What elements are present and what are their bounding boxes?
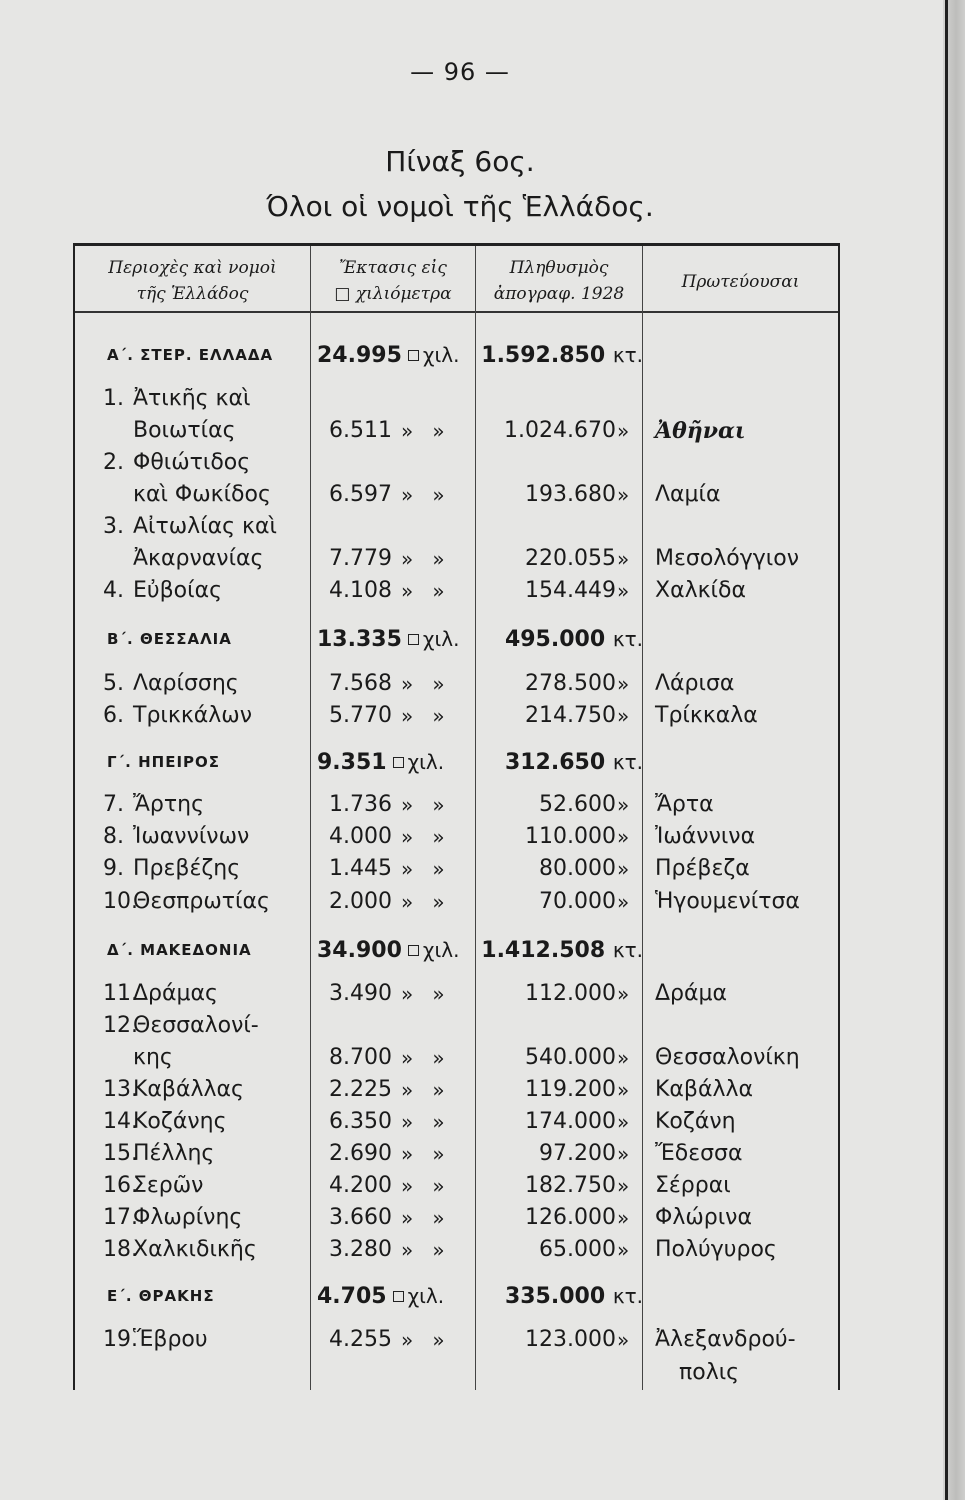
prefecture-population: 540.000 [525, 1045, 616, 1070]
prefecture-population: 80.000 [539, 856, 616, 881]
ditto-mark: » [617, 547, 630, 571]
ditto-marks: » » [401, 579, 445, 603]
prefecture-area: 7.779 [329, 546, 392, 571]
prefecture-name: Αἰτωλίας καὶ [133, 514, 277, 539]
region-row [75, 339, 838, 371]
prefecture-capital: Ἰωάννινα [655, 824, 756, 849]
region-area: 9.351 χιλ. [317, 750, 445, 775]
ditto-mark: » [617, 1328, 630, 1352]
prefecture-capital: Πολύγυρος [655, 1237, 777, 1262]
table-row [75, 886, 838, 918]
ditto-mark: » [617, 857, 630, 881]
prefecture-name: Δράμας [133, 981, 218, 1006]
ditto-mark: » [617, 419, 630, 443]
ditto-marks: » » [401, 672, 445, 696]
table-row [75, 575, 838, 607]
header-area-line2: □ χιλιόμετρα [334, 284, 452, 304]
prefecture-area: 6.350 [329, 1109, 392, 1134]
prefecture-name: Λαρίσσης [133, 671, 239, 696]
prefecture-name: Ἰωαννίνων [133, 824, 250, 849]
table-row [75, 1042, 838, 1074]
table-row [75, 821, 838, 853]
ditto-mark: » [617, 1238, 630, 1262]
prefecture-area: 2.225 [329, 1077, 392, 1102]
prefecture-name: Πέλλης [133, 1141, 215, 1166]
prefecture-name: Ἀτικῆς καὶ [133, 386, 251, 411]
prefecture-number: 15. [103, 1141, 138, 1166]
prefecture-number: 4. [103, 578, 124, 603]
prefecture-name: Ἕβρου [133, 1327, 208, 1352]
prefecture-population: 123.000 [525, 1327, 616, 1352]
prefectures-table [73, 243, 840, 1390]
prefecture-number: 1. [103, 386, 124, 411]
region-area: 24.995 χιλ. [317, 343, 460, 368]
prefecture-population: 110.000 [525, 824, 616, 849]
page-number: — 96 — [410, 58, 510, 86]
prefecture-area: 6.597 [329, 482, 392, 507]
prefecture-number: 12. [103, 1013, 138, 1038]
region-area: 13.335 χιλ. [317, 627, 460, 652]
prefecture-area: 2.000 [329, 889, 392, 914]
prefecture-name: Καβάλλας [133, 1077, 244, 1102]
table-row [75, 853, 838, 885]
prefecture-number: 17. [103, 1205, 138, 1230]
prefecture-number: 6. [103, 703, 124, 728]
ditto-mark: » [617, 672, 630, 696]
table-row [75, 383, 838, 415]
prefecture-capital: Ἡγουμενίτσα [655, 889, 800, 914]
prefecture-population: 214.750 [525, 703, 616, 728]
prefecture-name: Σερῶν [133, 1173, 204, 1198]
prefecture-capital: Ἄρτα [655, 792, 714, 817]
table-row [75, 1170, 838, 1202]
region-name: Β΄. ΘΕΣΣΑΛΙΑ [107, 630, 232, 648]
prefecture-capital: Θεσσαλονίκη [655, 1045, 800, 1070]
prefecture-capital: Ἀλεξανδρού- [655, 1327, 796, 1352]
ditto-mark: » [617, 1174, 630, 1198]
prefecture-capital: Πρέβεζα [655, 856, 750, 881]
table-row [75, 1074, 838, 1106]
prefecture-capital: Κοζάνη [655, 1109, 736, 1134]
prefecture-population: 1.024.670 [504, 418, 616, 443]
prefecture-name-cont: Ἀκαρνανίας [133, 546, 264, 571]
region-population: 495.000 κτ. [504, 627, 643, 652]
ditto-marks: » » [401, 419, 445, 443]
table-subtitle: Όλοι οἱ νομοὶ τῆς Ἑλλάδος. [266, 190, 654, 223]
table-row [75, 543, 838, 575]
table-row [75, 978, 838, 1010]
ditto-mark: » [617, 793, 630, 817]
prefecture-number: 9. [103, 856, 124, 881]
prefecture-area: 7.568 [329, 671, 392, 696]
ditto-mark: » [617, 704, 630, 728]
prefecture-capital: Ἔδεσσα [655, 1141, 743, 1166]
ditto-mark: » [617, 825, 630, 849]
prefecture-capital: Λαμία [655, 482, 721, 507]
ditto-marks: » » [401, 547, 445, 571]
ditto-marks: » » [401, 857, 445, 881]
square-symbol-icon [408, 634, 419, 645]
header-capitals: Πρωτεύουσαι [681, 272, 800, 292]
prefecture-number: 16. [103, 1173, 138, 1198]
region-row [75, 1280, 838, 1312]
ditto-mark: » [617, 890, 630, 914]
table-row [75, 789, 838, 821]
prefecture-name: Φλωρίνης [133, 1205, 243, 1230]
prefecture-number: 2. [103, 450, 124, 475]
ditto-marks: » » [401, 704, 445, 728]
ditto-marks: » » [401, 1078, 445, 1102]
prefecture-population: 154.449 [525, 578, 616, 603]
prefecture-name: Θεσσαλονί- [133, 1013, 259, 1038]
prefecture-population: 174.000 [525, 1109, 616, 1134]
prefecture-capital: Φλώρινα [655, 1205, 752, 1230]
prefecture-area: 1.736 [329, 792, 392, 817]
region-row [75, 934, 838, 966]
prefecture-area: 2.690 [329, 1141, 392, 1166]
prefecture-number: 19. [103, 1327, 138, 1352]
prefecture-area: 5.770 [329, 703, 392, 728]
prefecture-capital: Ἀθῆναι [655, 418, 746, 444]
table-row [75, 415, 838, 447]
region-name: Δ΄. ΜΑΚΕΔΟΝΙΑ [107, 941, 252, 959]
table-row [75, 1357, 838, 1389]
prefecture-population: 52.600 [539, 792, 616, 817]
region-row [75, 746, 838, 778]
ditto-marks: » » [401, 890, 445, 914]
prefecture-area: 3.490 [329, 981, 392, 1006]
header-area-line1: Ἔκτασις εἰς [339, 258, 447, 278]
prefecture-number: 13. [103, 1077, 138, 1102]
ditto-mark: » [617, 579, 630, 603]
header-population-line1: Πληθυσμὸς [509, 258, 609, 278]
prefecture-name: Τρικκάλων [133, 703, 253, 728]
prefecture-name-cont: καὶ Φωκίδος [133, 482, 271, 507]
region-name: Γ΄. ΗΠΕΙΡΟΣ [107, 753, 221, 771]
ditto-marks: » » [401, 1142, 445, 1166]
ditto-mark: » [617, 1142, 630, 1166]
prefecture-population: 182.750 [525, 1173, 616, 1198]
prefecture-population: 119.200 [525, 1077, 616, 1102]
header-population-line2: ἀπογραφ. 1928 [493, 284, 625, 304]
square-symbol-icon [408, 350, 419, 361]
ditto-marks: » » [401, 1328, 445, 1352]
table-title: Πίναξ 6ος. [385, 145, 535, 178]
table-row [75, 1138, 838, 1170]
table-row [75, 511, 838, 543]
prefecture-number: 7. [103, 792, 124, 817]
prefecture-capital: Λάρισα [655, 671, 735, 696]
region-population: 312.650 κτ. [504, 750, 643, 775]
prefecture-name: Χαλκιδικῆς [133, 1237, 257, 1262]
ditto-marks: » » [401, 1206, 445, 1230]
region-row [75, 623, 838, 655]
prefecture-capital: Καβάλλα [655, 1077, 754, 1102]
header-regions-line1: Περιοχὲς καὶ νομοὶ [108, 258, 277, 278]
table-row [75, 1202, 838, 1234]
prefecture-area: 3.660 [329, 1205, 392, 1230]
prefecture-name: Φθιώτιδος [133, 450, 251, 475]
table-row [75, 1324, 838, 1356]
table-row [75, 700, 838, 732]
prefecture-capital: Τρίκκαλα [655, 703, 758, 728]
prefecture-capital: Δράμα [655, 981, 728, 1006]
prefecture-number: 14. [103, 1109, 138, 1134]
ditto-mark: » [617, 1046, 630, 1070]
prefecture-area: 6.511 [329, 418, 392, 443]
prefecture-population: 65.000 [539, 1237, 616, 1262]
prefecture-name: Εὐβοίας [133, 578, 222, 603]
ditto-marks: » » [401, 1046, 445, 1070]
region-population: 335.000 κτ. [504, 1284, 643, 1309]
prefecture-population: 193.680 [525, 482, 616, 507]
region-area: 4.705 χιλ. [317, 1284, 445, 1309]
region-name: Ε΄. ΘΡΑΚΗΣ [107, 1287, 215, 1305]
table-body [75, 243, 838, 1390]
prefecture-capital: Σέρραι [655, 1173, 731, 1198]
ditto-mark: » [617, 1110, 630, 1134]
prefecture-population: 220.055 [525, 546, 616, 571]
prefecture-area: 8.700 [329, 1045, 392, 1070]
prefecture-number: 11. [103, 981, 138, 1006]
prefecture-population: 97.200 [539, 1141, 616, 1166]
prefecture-population: 112.000 [525, 981, 616, 1006]
ditto-marks: » » [401, 982, 445, 1006]
table-row [75, 1106, 838, 1138]
ditto-marks: » » [401, 1238, 445, 1262]
prefecture-capital: Μεσολόγγιον [655, 546, 799, 571]
region-population: 1.412.508 κτ. [481, 938, 643, 963]
prefecture-name: Πρεβέζης [133, 856, 241, 881]
prefecture-population: 278.500 [525, 671, 616, 696]
ditto-marks: » » [401, 793, 445, 817]
ditto-mark: » [617, 1206, 630, 1230]
ditto-mark: » [617, 1078, 630, 1102]
prefecture-name: Κοζάνης [133, 1109, 227, 1134]
prefecture-number: 10. [103, 889, 138, 914]
ditto-mark: » [617, 982, 630, 1006]
prefecture-name-cont: κης [133, 1045, 173, 1070]
table-row [75, 1234, 838, 1266]
prefecture-area: 3.280 [329, 1237, 392, 1262]
prefecture-area: 1.445 [329, 856, 392, 881]
page-edge [943, 0, 965, 1500]
square-symbol-icon [393, 757, 404, 768]
prefecture-population: 70.000 [539, 889, 616, 914]
prefecture-number: 3. [103, 514, 124, 539]
region-population: 1.592.850 κτ. [481, 343, 643, 368]
table-row [75, 668, 838, 700]
prefecture-number: 18. [103, 1237, 138, 1262]
prefecture-area: 4.200 [329, 1173, 392, 1198]
ditto-marks: » » [401, 483, 445, 507]
prefecture-number: 5. [103, 671, 124, 696]
prefecture-area: 4.108 [329, 578, 392, 603]
table-row [75, 1010, 838, 1042]
table-row [75, 479, 838, 511]
table-row [75, 447, 838, 479]
prefecture-number: 8. [103, 824, 124, 849]
ditto-marks: » » [401, 1174, 445, 1198]
prefecture-capital: Χαλκίδα [655, 578, 746, 603]
prefecture-name: Ἄρτης [133, 792, 204, 817]
prefecture-population: 126.000 [525, 1205, 616, 1230]
prefecture-name: Θεσπρωτίας [133, 889, 270, 914]
header-regions-line2: τῆς Ἑλλάδος [136, 284, 249, 304]
square-symbol-icon [408, 945, 419, 956]
ditto-marks: » » [401, 825, 445, 849]
ditto-mark: » [617, 483, 630, 507]
prefecture-area: 4.000 [329, 824, 392, 849]
prefecture-capital-cont: πολις [679, 1360, 740, 1385]
region-name: Α΄. ΣΤΕΡ. ΕΛΛΑΔΑ [107, 346, 274, 364]
region-area: 34.900 χιλ. [317, 938, 460, 963]
prefecture-name-cont: Βοιωτίας [133, 418, 236, 443]
prefecture-area: 4.255 [329, 1327, 392, 1352]
square-symbol-icon [393, 1291, 404, 1302]
ditto-marks: » » [401, 1110, 445, 1134]
